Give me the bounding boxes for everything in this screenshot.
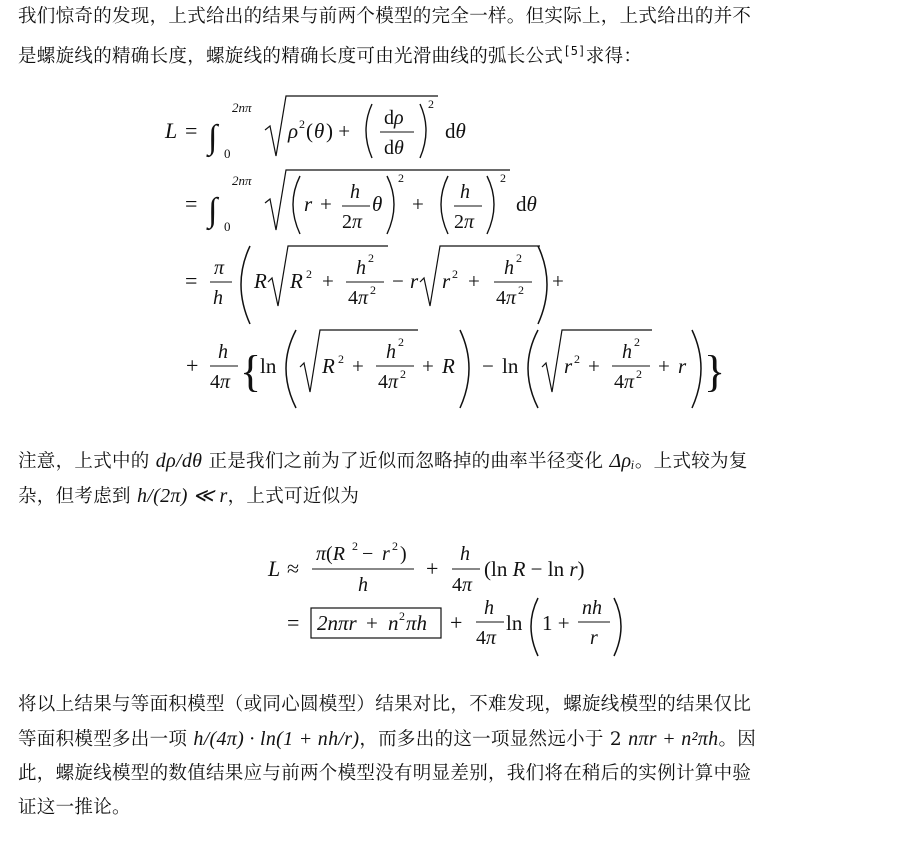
svg-text:+: + bbox=[320, 192, 332, 216]
paragraph-note-math-1: dρ/dθ bbox=[155, 450, 203, 472]
svg-text:}: } bbox=[704, 347, 726, 396]
svg-text:L: L bbox=[268, 556, 281, 581]
paragraph-intro-line-2-end: 求得： bbox=[585, 46, 643, 67]
svg-text:+: + bbox=[412, 192, 424, 216]
arc-length-equation bbox=[0, 90, 905, 430]
paragraph-intro bbox=[18, 0, 888, 74]
svg-text:4π: 4π bbox=[452, 574, 473, 596]
svg-text:R: R bbox=[290, 269, 303, 293]
svg-text:2: 2 bbox=[518, 283, 524, 297]
svg-text:2: 2 bbox=[306, 267, 312, 281]
svg-text:h: h bbox=[622, 341, 632, 363]
svg-text:4π: 4π bbox=[476, 627, 497, 649]
svg-text:2: 2 bbox=[399, 609, 405, 623]
svg-text:≈: ≈ bbox=[287, 556, 300, 581]
svg-text:r: r bbox=[442, 269, 451, 293]
svg-text:+: + bbox=[422, 354, 434, 378]
citation-reference[interactable]: [5] bbox=[563, 44, 586, 58]
svg-text:ρ: ρ bbox=[288, 119, 299, 143]
svg-text:2: 2 bbox=[636, 367, 642, 381]
svg-text:−: − bbox=[482, 354, 494, 378]
paragraph-comparison-text-3: 。因 bbox=[718, 729, 757, 750]
svg-text:=: = bbox=[287, 610, 300, 635]
paragraph-comparison-line-2 bbox=[18, 722, 888, 757]
svg-text:n: n bbox=[388, 611, 399, 635]
svg-text:h: h bbox=[460, 181, 470, 203]
svg-text:h: h bbox=[350, 181, 360, 203]
paragraph-note-text-2: 正是我们之前为了近似而忽略掉的曲率半径变化 bbox=[202, 451, 610, 472]
svg-text:4π: 4π bbox=[210, 371, 231, 393]
svg-text:2: 2 bbox=[352, 539, 358, 553]
svg-text:0: 0 bbox=[224, 146, 231, 161]
svg-text:dθ: dθ bbox=[384, 137, 404, 159]
svg-text:(: ( bbox=[306, 119, 313, 143]
svg-text:2: 2 bbox=[428, 97, 434, 111]
svg-text:2: 2 bbox=[299, 117, 305, 131]
svg-text:2: 2 bbox=[574, 352, 580, 366]
svg-text:4π: 4π bbox=[348, 287, 369, 309]
paragraph-comparison-line-4: 证这一推论。 bbox=[18, 797, 131, 818]
svg-text:ln: ln bbox=[506, 611, 523, 635]
svg-text:h: h bbox=[356, 257, 366, 279]
svg-text:+: + bbox=[588, 354, 600, 378]
svg-text:−: − bbox=[392, 269, 404, 293]
svg-text:2nπ: 2nπ bbox=[232, 173, 252, 188]
paragraph-note-text-1: 注意，上式中的 bbox=[18, 451, 156, 472]
paragraph-note-text-3: 。上式较为复 bbox=[634, 451, 748, 472]
paragraph-intro-line-2 bbox=[18, 34, 888, 74]
svg-text:) +: ) + bbox=[326, 119, 351, 143]
svg-text:r: r bbox=[304, 192, 313, 216]
svg-text:L: L bbox=[165, 118, 178, 143]
svg-text:0: 0 bbox=[224, 219, 231, 234]
svg-text:=: = bbox=[185, 118, 198, 143]
svg-text:+: + bbox=[658, 354, 670, 378]
svg-text:π: π bbox=[214, 257, 225, 279]
svg-text:h: h bbox=[484, 597, 494, 619]
svg-text:2: 2 bbox=[516, 251, 522, 265]
svg-text:2: 2 bbox=[452, 267, 458, 281]
svg-text:2: 2 bbox=[398, 171, 404, 185]
paragraph-note-math-2: Δρᵢ bbox=[609, 450, 635, 472]
paragraph-comparison-text-1: 等面积模型多出一项 bbox=[18, 729, 194, 750]
svg-text:r: r bbox=[590, 627, 598, 649]
svg-text:): ) bbox=[400, 543, 407, 565]
svg-text:dρ: dρ bbox=[384, 107, 404, 129]
svg-text:πh: πh bbox=[406, 611, 428, 635]
svg-text:r: r bbox=[564, 354, 573, 378]
paragraph-note-line-1 bbox=[18, 444, 888, 479]
paragraph-note-text-5: ，上式可近似为 bbox=[227, 486, 360, 507]
paragraph-comparison bbox=[18, 688, 888, 825]
svg-text:r: r bbox=[410, 269, 419, 293]
svg-text:4π: 4π bbox=[614, 371, 635, 393]
svg-text:R: R bbox=[254, 269, 267, 293]
svg-text:−: − bbox=[362, 543, 374, 565]
svg-text:1 +: 1 + bbox=[542, 611, 570, 635]
approximation-equation bbox=[0, 538, 905, 678]
svg-text:4π: 4π bbox=[378, 371, 399, 393]
paragraph-note-line-2 bbox=[18, 479, 888, 514]
paragraph-comparison-math-1: h/(4π) · ln(1 + nh/r) bbox=[193, 728, 360, 750]
svg-text:2: 2 bbox=[500, 171, 506, 185]
svg-text:ln: ln bbox=[502, 354, 519, 378]
paragraph-comparison-line-3: 此，螺旋线模型的数值结果应与前两个模型没有明显差别，我们将在稍后的实例计算中验 bbox=[18, 763, 752, 784]
svg-text:4π: 4π bbox=[496, 287, 517, 309]
svg-text:2: 2 bbox=[398, 335, 404, 349]
svg-text:π(R: π(R bbox=[316, 543, 345, 565]
svg-text:+: + bbox=[450, 610, 463, 635]
svg-text:2: 2 bbox=[392, 539, 398, 553]
svg-text:θ: θ bbox=[314, 119, 325, 143]
svg-text:∫: ∫ bbox=[208, 192, 218, 229]
paragraph-note-math-3: h/(2π) ≪ r bbox=[136, 485, 228, 507]
svg-text:2: 2 bbox=[634, 335, 640, 349]
paragraph-comparison-line-1: 将以上结果与等面积模型（或同心圆模型）结果对比，不难发现，螺旋线模型的结果仅比 bbox=[18, 694, 752, 715]
svg-text:+: + bbox=[322, 269, 334, 293]
svg-text:dθ: dθ bbox=[445, 119, 466, 143]
svg-text:h: h bbox=[504, 257, 514, 279]
svg-text:+: + bbox=[552, 269, 564, 293]
svg-text:2π: 2π bbox=[454, 211, 475, 233]
svg-text:h: h bbox=[358, 574, 368, 596]
svg-text:r: r bbox=[678, 354, 687, 378]
svg-text:2: 2 bbox=[400, 367, 406, 381]
paragraph-comparison-text-2: ，而多出的这一项显然远小于 2 bbox=[359, 729, 629, 750]
svg-text:nh: nh bbox=[582, 597, 602, 619]
svg-text:R: R bbox=[442, 354, 455, 378]
svg-text:=: = bbox=[185, 268, 198, 293]
paragraph-comparison-math-2: nπr + n²πh bbox=[628, 728, 719, 750]
paragraph-note-text-4: 杂，但考虑到 bbox=[18, 486, 137, 507]
svg-text:h: h bbox=[460, 543, 470, 565]
paragraph-note bbox=[18, 444, 888, 514]
svg-text:=: = bbox=[185, 191, 198, 216]
svg-text:2nπr: 2nπr bbox=[317, 611, 357, 635]
svg-text:+: + bbox=[366, 611, 378, 635]
svg-text:+: + bbox=[352, 354, 364, 378]
svg-text:∫: ∫ bbox=[208, 119, 218, 156]
svg-text:ln: ln bbox=[260, 354, 277, 378]
svg-text:2nπ: 2nπ bbox=[232, 100, 252, 115]
svg-text:+: + bbox=[426, 556, 439, 581]
svg-text:2: 2 bbox=[338, 352, 344, 366]
svg-text:r: r bbox=[382, 543, 390, 565]
svg-text:+: + bbox=[186, 353, 199, 378]
svg-text:2: 2 bbox=[368, 251, 374, 265]
svg-text:{: { bbox=[240, 347, 262, 396]
svg-text:+: + bbox=[468, 269, 480, 293]
svg-text:dθ: dθ bbox=[516, 192, 537, 216]
svg-text:2: 2 bbox=[370, 283, 376, 297]
svg-text:θ: θ bbox=[372, 192, 383, 216]
svg-text:h: h bbox=[386, 341, 396, 363]
svg-text:h: h bbox=[213, 287, 223, 309]
svg-text:2π: 2π bbox=[342, 211, 363, 233]
svg-text:R: R bbox=[322, 354, 335, 378]
paragraph-intro-line-1: 我们惊奇的发现，上式给出的结果与前两个模型的完全一样。但实际上，上式给出的并不 bbox=[18, 6, 752, 27]
paragraph-intro-line-2-text: 是螺旋线的精确长度，螺旋线的精确长度可由光滑曲线的弧长公式 bbox=[18, 46, 564, 67]
svg-text:(ln R − ln r): (ln R − ln r) bbox=[484, 557, 585, 581]
svg-text:h: h bbox=[218, 341, 228, 363]
